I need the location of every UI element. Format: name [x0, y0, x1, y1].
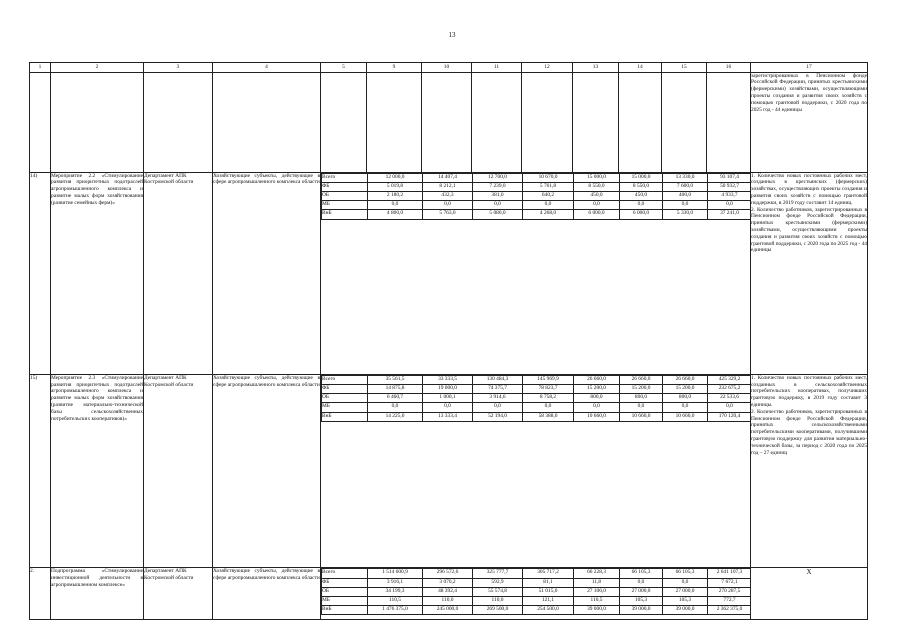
finance-cell: 0,0	[473, 403, 523, 412]
finance-cell: 325 777,7	[473, 569, 523, 578]
finance-cell: 26 660,0	[663, 375, 708, 384]
finance-cell: ФБ	[322, 182, 368, 191]
finance-cell: 2 641 107,3	[708, 569, 751, 578]
finance-cell: 772,7	[708, 596, 751, 605]
finance-cell: МБ	[322, 596, 368, 605]
finance-cell: ФБ	[322, 578, 368, 587]
finance-cell: 4 268,0	[523, 210, 574, 219]
finance-cell: 15 200,0	[574, 385, 620, 394]
finance-cell: 1 476 375,0	[368, 606, 423, 615]
finance-row	[322, 394, 751, 403]
finance-cell: ФБ	[322, 385, 368, 394]
finance-cell: ОБ	[322, 192, 368, 201]
header-cell: 16	[707, 63, 751, 73]
finance-cell: 640,2	[523, 192, 574, 201]
finance-cell: 2 362 375,0	[708, 606, 751, 615]
finance-cell: 26 660,0	[620, 375, 663, 384]
finance-cell: 14 225,0	[368, 412, 423, 421]
finance-cell: 39 000,0	[574, 606, 620, 615]
activity-name: Мероприятие 2.2 «Стимулирование развития приоритетных подотраслей агропромышленного комплекса и развитие малых форм хозяйствования (развитие семейных ферм)»	[51, 172, 144, 374]
table-row	[30, 374, 868, 568]
finance-row	[322, 606, 751, 615]
finance-cell: Всего	[322, 569, 368, 578]
finance-cell: 0,0	[423, 403, 473, 412]
finance-cell: 34 199,3	[368, 587, 423, 596]
finance-cell: 15 000,0	[620, 173, 663, 182]
finance-cell: 592,9	[473, 578, 523, 587]
finance-cell: 245 000,0	[423, 606, 473, 615]
indicator-text: 2. Количество работников, зарегистрированных в Пенсионном фонде Российской Федерации, принятых крестьянскими (фермерскими) хозяйствами, осуществляющими проекты создания и развития своих хозяйств с помощью грантовой поддержки, с 2020 года по 2025 год - 44 единицы	[751, 206, 867, 254]
finance-cell: 3 916,1	[368, 578, 423, 587]
finance-cell: 800,0	[663, 394, 708, 403]
finance-row	[322, 375, 751, 384]
finance-cell: 0,0	[620, 578, 663, 587]
header-cell: 10	[422, 63, 472, 73]
finance-block	[321, 374, 751, 568]
finance-table	[321, 568, 751, 615]
finance-cell: 4 800,0	[368, 210, 423, 219]
finance-cell: 0,0	[574, 201, 620, 210]
finance-cell: 15 200,0	[663, 385, 708, 394]
finance-cell: 93 107,4	[708, 173, 751, 182]
finance-cell: 5 080,0	[473, 210, 523, 219]
finance-cell: 5 330,0	[663, 210, 708, 219]
finance-cell: 800,0	[574, 394, 620, 403]
header-cell: 17	[751, 63, 868, 73]
finance-row	[322, 578, 751, 587]
finance-cell: 8 550,0	[574, 182, 620, 191]
table-row	[30, 568, 868, 620]
finance-cell: 2 180,2	[368, 192, 423, 201]
finance-cell: 1 514 600,9	[368, 569, 423, 578]
finance-cell: 27 106,0	[574, 587, 620, 596]
finance-cell: 19 000,0	[423, 385, 473, 394]
finance-cell: 105,3	[620, 596, 663, 605]
executor: Департамент АПК Костромской области	[144, 374, 213, 568]
finance-cell: 110,5	[368, 596, 423, 605]
finance-cell: ОБ	[322, 394, 368, 403]
finance-cell: 254 500,0	[523, 606, 574, 615]
finance-cell: 7 239,0	[473, 182, 523, 191]
finance-cell: 800,0	[620, 394, 663, 403]
finance-cell: 39 000,0	[620, 606, 663, 615]
finance-cell: 14 407,4	[423, 173, 473, 182]
subprogram-name: Подпрограмма «Стимулирование инвестиционной деятельности в агропромышленном комплексе»	[51, 568, 144, 620]
indicator-text: 1. Количество новых постоянных рабочих мест, созданных в сельскохозяйственных потребительских кооперативах, получивших грантовую поддержку, в 2019 году составит 3 единицы.	[751, 374, 867, 408]
finance-cell: 0,0	[620, 201, 663, 210]
finance-cell: 105,3	[663, 596, 708, 605]
finance-cell: 14 875,8	[368, 385, 423, 394]
finance-cell: 8 758,2	[523, 394, 574, 403]
finance-cell: 270 287,5	[708, 587, 751, 596]
activity-name: Мероприятие 2.3 «Стимулирование развития приоритетных подотраслей агропромышленного комплекса и развитие малых форм хозяйствования (развитие материально-технической базы сельскохозяйственных потребительских кооперативов)»	[51, 374, 144, 568]
finance-cell: 7 600,0	[663, 182, 708, 191]
finance-cell: 78 823,7	[523, 385, 574, 394]
finance-cell: 0,0	[663, 403, 708, 412]
finance-row	[322, 201, 751, 210]
finance-row	[322, 210, 751, 219]
finance-cell: 5 761,8	[523, 182, 574, 191]
finance-row	[322, 182, 751, 191]
finance-cell: 33 333,5	[423, 375, 473, 384]
row-number: 2.	[30, 568, 51, 620]
finance-cell: ВнБ	[322, 210, 368, 219]
finance-cell: 0,0	[368, 403, 423, 412]
finance-cell: 15 200,0	[620, 385, 663, 394]
finance-cell: 81,1	[523, 578, 574, 587]
finance-cell: 10 660,0	[574, 412, 620, 421]
finance-cell: 0,0	[663, 201, 708, 210]
finance-cell: 0,0	[423, 201, 473, 210]
executor: Департамент АПК Костромской области	[144, 568, 213, 620]
header-cell: 5	[321, 63, 367, 73]
finance-cell: 11,8	[574, 578, 620, 587]
row-number: 15)	[30, 374, 51, 568]
finance-cell: 0,0	[663, 578, 708, 587]
indicator-text: 2. Количество работников, зарегистрированных в Пенсионном фонде Российской Федерации, принятых сельскохозяйственными потребительскими кооперативами, получившими грантовую поддержку для развития материально-технической базы, за период с 2020 года по 2025 год – 27 единиц	[751, 408, 867, 456]
finance-cell: 12 000,0	[368, 173, 423, 182]
finance-row	[322, 587, 751, 596]
finance-row	[322, 403, 751, 412]
finance-cell: 0,0	[523, 403, 574, 412]
header-cell: 13	[573, 63, 619, 73]
finance-cell: 6 000,0	[620, 210, 663, 219]
finance-cell: 296 572,6	[423, 569, 473, 578]
finance-cell: 10 670,0	[523, 173, 574, 182]
header-cell: 4	[213, 63, 321, 73]
finance-row	[322, 596, 751, 605]
participants: Хозяйствующие субъекты, действующие в сфере агропромышленного комплекса области	[213, 172, 321, 374]
finance-block	[321, 568, 751, 620]
finance-cell: 51 015,0	[523, 587, 574, 596]
header-cell: 15	[662, 63, 707, 73]
finance-cell: 0,0	[708, 403, 751, 412]
finance-cell: 130 484,3	[473, 375, 523, 384]
indicators	[751, 568, 868, 620]
finance-cell: 425 329,2	[708, 375, 751, 384]
finance-cell: 145 969,9	[523, 375, 574, 384]
finance-row	[322, 569, 751, 578]
finance-cell: 74 375,7	[473, 385, 523, 394]
finance-row	[322, 173, 751, 182]
finance-cell: 110,0	[423, 596, 473, 605]
finance-block	[321, 172, 751, 374]
program-table	[29, 62, 868, 620]
finance-cell: 35 561,5	[368, 375, 423, 384]
finance-cell: 0,0	[708, 201, 751, 210]
page-number: 13	[448, 31, 456, 39]
finance-cell: 5 763,0	[423, 210, 473, 219]
header-cell: 2	[51, 63, 144, 73]
continuation-row	[30, 72, 868, 172]
finance-row	[322, 385, 751, 394]
participants: Хозяйствующие субъекты, действующие в сфере агропромышленного комплекса области	[213, 568, 321, 620]
finance-cell: 381,0	[473, 192, 523, 201]
finance-cell: 121,1	[523, 596, 574, 605]
finance-cell: 66 105,3	[620, 569, 663, 578]
finance-cell: 0,0	[574, 403, 620, 412]
indicator-text: зарегистрированных в Пенсионном фонде Российской Федерации, принятых крестьянскими (фермерскими) хозяйствами, осуществляющими проекты создания и развития своих хозяйств с помощью грантовой поддержки, с 2020 года по 2025 год - 44 единицы	[751, 72, 867, 113]
finance-table	[321, 375, 751, 422]
finance-cell: 26 660,0	[574, 375, 620, 384]
executor: Департамент АПК Костромской области	[144, 172, 213, 374]
finance-cell: 450,0	[574, 192, 620, 201]
finance-cell: 39 000,0	[663, 606, 708, 615]
finance-table	[321, 173, 751, 220]
finance-cell: 0,0	[368, 201, 423, 210]
row-number: 14)	[30, 172, 51, 374]
finance-cell: 8 550,0	[620, 182, 663, 191]
finance-cell: 48 392,4	[423, 587, 473, 596]
finance-cell: ОБ	[322, 587, 368, 596]
finance-cell: 400,0	[663, 192, 708, 201]
finance-cell: 0,0	[620, 403, 663, 412]
finance-cell: 432,3	[423, 192, 473, 201]
finance-cell: Всего	[322, 375, 368, 384]
finance-cell: 110,0	[473, 596, 523, 605]
finance-cell: 3 914,6	[473, 394, 523, 403]
finance-row	[322, 412, 751, 421]
finance-cell: 37 241,0	[708, 210, 751, 219]
header-cell: 14	[619, 63, 662, 73]
finance-cell: 12 700,0	[473, 173, 523, 182]
finance-cell: 6 000,0	[574, 210, 620, 219]
finance-cell: 6 460,7	[368, 394, 423, 403]
finance-cell: 269 500,0	[473, 606, 523, 615]
finance-cell: 7 672,1	[708, 578, 751, 587]
finance-cell: 58 388,0	[523, 412, 574, 421]
finance-cell: 305 717,2	[523, 569, 574, 578]
finance-cell: 10 660,0	[620, 412, 663, 421]
header-cell: 12	[522, 63, 573, 73]
finance-cell: 13 330,0	[663, 173, 708, 182]
finance-cell: 0,0	[523, 201, 574, 210]
finance-cell: 1 000,1	[423, 394, 473, 403]
header-cell: 3	[144, 63, 213, 73]
header-cell: 11	[472, 63, 522, 73]
finance-cell: Всего	[322, 173, 368, 182]
finance-cell: 110,5	[574, 596, 620, 605]
finance-cell: 27 000,0	[663, 587, 708, 596]
header-row	[30, 63, 868, 73]
indicators	[751, 374, 868, 568]
header-cell: 1	[30, 63, 51, 73]
finance-cell: 22 533,6	[708, 394, 751, 403]
finance-cell: МБ	[322, 201, 368, 210]
finance-cell: МБ	[322, 403, 368, 412]
finance-cell: ВнБ	[322, 606, 368, 615]
finance-cell: 55 574,8	[473, 587, 523, 596]
finance-cell: 232 675,2	[708, 385, 751, 394]
finance-cell: 66 228,3	[574, 569, 620, 578]
finance-cell: 4 933,7	[708, 192, 751, 201]
finance-cell: 50 932,7	[708, 182, 751, 191]
finance-cell: 450,0	[620, 192, 663, 201]
header-cell: 9	[367, 63, 422, 73]
finance-cell: 27 000,0	[620, 587, 663, 596]
finance-row	[322, 192, 751, 201]
finance-cell: 15 000,0	[574, 173, 620, 182]
finance-cell: 170 120,4	[708, 412, 751, 421]
finance-cell: 10 660,0	[663, 412, 708, 421]
finance-cell: 0,0	[473, 201, 523, 210]
finance-cell: 3 070,2	[423, 578, 473, 587]
finance-cell: 66 105,3	[663, 569, 708, 578]
finance-cell: ВнБ	[322, 412, 368, 421]
participants: Хозяйствующие субъекты, действующие в сфере агропромышленного комплекса области	[213, 374, 321, 568]
finance-cell: 13 333,4	[423, 412, 473, 421]
indicator-text: X	[806, 568, 812, 577]
finance-cell: 5 019,8	[368, 182, 423, 191]
finance-cell: 8 212,1	[423, 182, 473, 191]
indicators	[751, 172, 868, 374]
finance-cell: 52 194,0	[473, 412, 523, 421]
indicator-text: 1. Количество новых постоянных рабочих мест, созданных в крестьянских (фермерских) хозяйствах, осуществляющих проекты создания и развития своих хозяйств с помощью грантовой поддержки, в 2019 году составит 14 единиц.	[751, 172, 867, 206]
table-row	[30, 172, 868, 374]
